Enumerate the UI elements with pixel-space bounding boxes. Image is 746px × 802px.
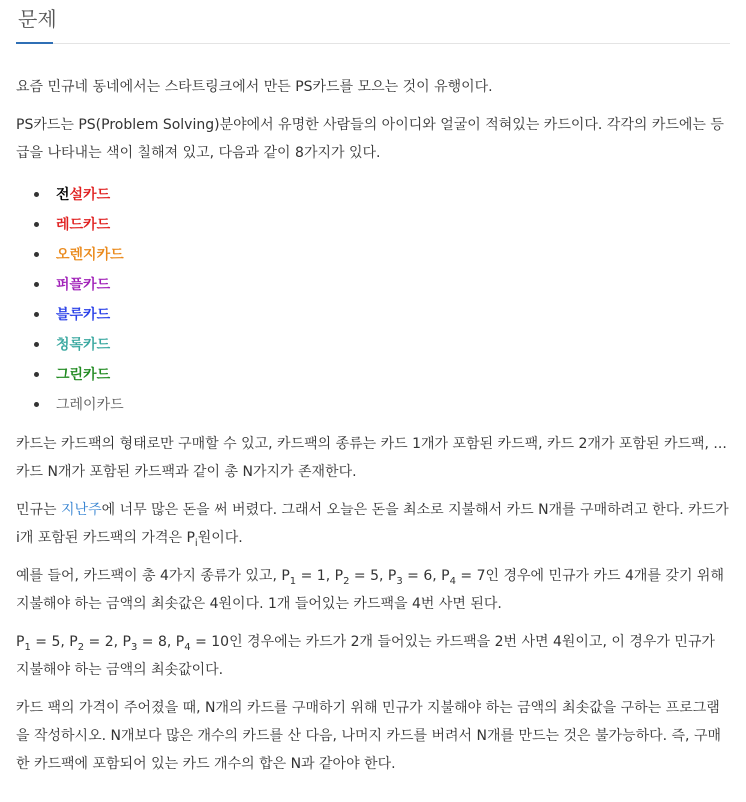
ex1-text-1: = 1, P — [296, 568, 344, 584]
story-end: 원이다. — [197, 530, 243, 546]
ex2-sub-2: 2 — [77, 641, 85, 653]
ex1-text-3: = 6, P — [402, 568, 450, 584]
ex2-text-0: P — [16, 634, 25, 650]
title-underline — [16, 42, 53, 44]
ex2-text-1: = 5, P — [30, 634, 78, 650]
card-legend — [56, 180, 730, 210]
card-legend-first-char: 전 — [56, 187, 70, 203]
section-header — [16, 0, 730, 44]
ex1-text-2: = 5, P — [349, 568, 397, 584]
ex1-sub-4: 4 — [449, 575, 456, 587]
ex1-text-0: 예를 들어, 카드팩이 총 4가지 종류가 있고, P — [16, 568, 290, 584]
ex2-text-2: = 2, P — [84, 634, 131, 650]
card-gray: 그레이카드 — [56, 390, 730, 420]
last-week-link[interactable]: 지난주 — [61, 502, 102, 518]
story-paragraph — [16, 496, 730, 552]
ex2-sub-4: 4 — [184, 641, 191, 653]
card-cyan: 청록카드 — [56, 330, 730, 360]
ex2-sub-1: 1 — [24, 641, 31, 653]
section-title: 문제 — [18, 7, 57, 31]
price-subscript: i — [194, 537, 198, 549]
card-blue: 블루카드 — [56, 300, 730, 330]
card-orange: 오렌지카드 — [56, 240, 730, 270]
story-after: 에 너무 많은 돈을 써 버렸다. 그래서 오늘은 돈을 최소로 지불해서 카드 N개를 구매하려고 한다. 카드가 i개 포함된 카드팩의 가격은 P — [16, 502, 729, 546]
pack-description: 카드는 카드팩의 형태로만 구매할 수 있고, 카드팩의 종류는 카드 1개가 포함된 카드팩, 카드 2개가 포함된 카드팩, ... 카드 N개가 포함된 카드팩과 같이 총 N가지가 존재한다. — [16, 436, 727, 480]
example-2-paragraph — [16, 628, 730, 684]
example-1-paragraph — [16, 562, 730, 618]
ex1-sub-1: 1 — [289, 575, 297, 587]
ex1-sub-3: 3 — [396, 575, 403, 587]
card-grade-list — [16, 180, 730, 420]
story-before: 민규는 — [16, 502, 62, 518]
card-legend-rest: 설카드 — [69, 187, 111, 203]
ps-card-description: PS카드는 PS(Problem Solving)분야에서 유명한 사람들의 아이디와 얼굴이 적혀있는 카드이다. 각각의 카드에는 등급을 나타내는 색이 칠해져 있고, 다음과 같이 8가지가 있다. — [16, 117, 724, 161]
ex2-text-3: = 8, P — [137, 634, 185, 650]
ex1-sub-2: 2 — [343, 575, 350, 587]
task-paragraph: 카드 팩의 가격이 주어졌을 때, N개의 카드를 구매하기 위해 민규가 지불해야 하는 금액의 최솟값을 구하는 프로그램을 작성하시오. N개보다 많은 개수의 카드를 산 다음, 나머지 카드를 버려서 N개를 만드는 것은 불가능하다. 즉, 구매한 카드팩에 포함되어 있는 카드 개수의 합은 N과 같아야 한다. — [16, 700, 722, 772]
card-purple: 퍼플카드 — [56, 270, 730, 300]
ex1-text-4: = 7인 경우에 민규가 카드 4개를 갖기 위해 지불해야 하는 금액의 최솟값은 4원이다. 1개 들어있는 카드팩을 4번 사면 된다. — [16, 568, 724, 612]
ex2-text-4: = 10인 경우에는 카드가 2개 들어있는 카드팩을 2번 사면 4원이고, 이 경우가 민규가 지불해야 하는 금액의 최솟값이다. — [16, 634, 715, 678]
card-green: 그린카드 — [56, 360, 730, 390]
ex2-sub-3: 3 — [130, 641, 138, 653]
card-red: 레드카드 — [56, 210, 730, 240]
intro-paragraph: 요즘 민규네 동네에서는 스타트링크에서 만든 PS카드를 모으는 것이 유행이다. — [16, 79, 493, 95]
